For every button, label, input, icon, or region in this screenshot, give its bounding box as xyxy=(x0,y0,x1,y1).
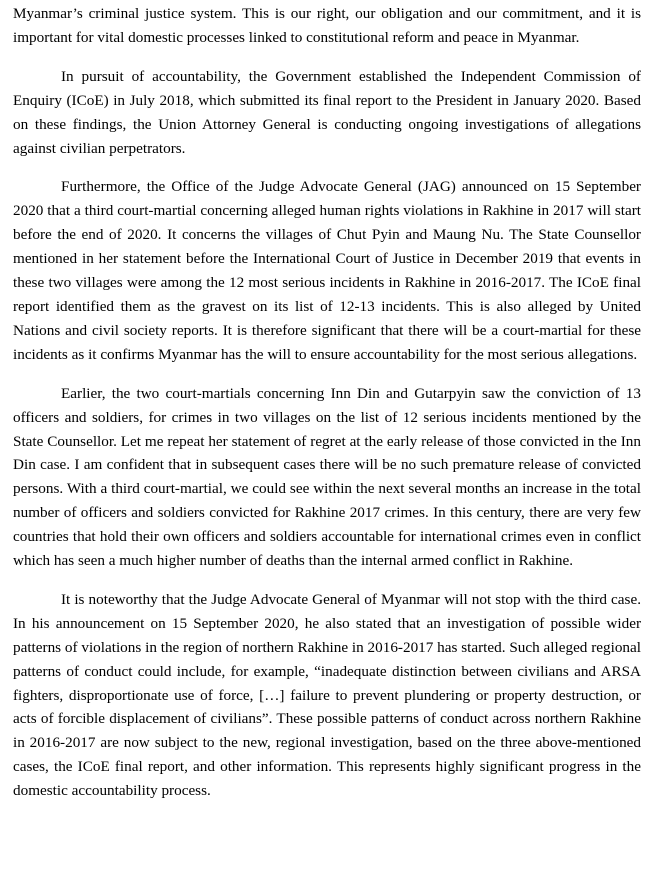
paragraph-jag-regional-investigation: It is noteworthy that the Judge Advocate General of Myanmar will not stop with the third case. In his announcement on 15 September 2020, he also stated that an investigation of possible wider patterns of violations in the region of northern Rakhine in 2016-2017 has started. Such alleged regional patterns of conduct could include, for example, “inadequate distinction between civilians and ARSA fighters, disproportionate use of force, […] failure to prevent plundering or property destruction, or acts of forcible displacement of civilians”. These possible patterns of conduct across northern Rakhine in 2016-2017 are now subject to the new, regional investigation, based on the three above-mentioned cases, the ICoE final report, and other information. This represents highly significant progress in the domestic accountability process. xyxy=(13,590,641,800)
document-page xyxy=(13,2,641,818)
paragraph-third-court-martial: Furthermore, the Office of the Judge Advocate General (JAG) announced on 15 September 2020 that a third court-martial concerning alleged human rights violations in Rakhine in 2017 will start before the end of 2020. It concerns the villages of Chut Pyin and Maung Nu. The State Counsellor mentioned in her statement before the International Court of Justice in December 2019 that events in these two villages were among the 12 most serious incidents in Rakhine in 2016-2017. The ICoE final report identified them as the gravest on its list of 12-13 incidents. This is also alleged by United Nations and civil society reports. It is therefore significant that there will be a court-martial for these incidents as it confirms Myanmar has the will to ensure accountability for the most serious allegations. xyxy=(13,178,641,363)
paragraph-icoe: In pursuit of accountability, the Government established the Independent Commission of Enquiry (ICoE) in July 2018, which submitted its final report to the President in January 2020. Based on these findings, the Union Attorney General is conducting ongoing investigations of allegations against civilian perpetrators. xyxy=(13,67,641,157)
paragraph-earlier-court-martials: Earlier, the two court-martials concerning Inn Din and Gutarpyin saw the conviction of 13 officers and soldiers, for crimes in two villages on the list of 12 serious incidents mentioned by the State Counsellor. Let me repeat her statement of regret at the early release of those convicted in the Inn Din case. I am confident that in subsequent cases there will be no such premature release of convicted persons. With a third court-martial, we could see within the next several months an increase in the total number of officers and soldiers convicted for Rakhine 2017 crimes. In this century, there are very few countries that hold their own officers and soldiers accountable for international crimes even in conflict which has seen a much higher number of deaths than the internal armed conflict in Rakhine. xyxy=(13,384,641,570)
paragraph-continued: Myanmar’s criminal justice system. This is our right, our obligation and our commitment, and it is important for vital domestic processes linked to constitutional reform and peace in Myanmar. xyxy=(13,5,641,46)
